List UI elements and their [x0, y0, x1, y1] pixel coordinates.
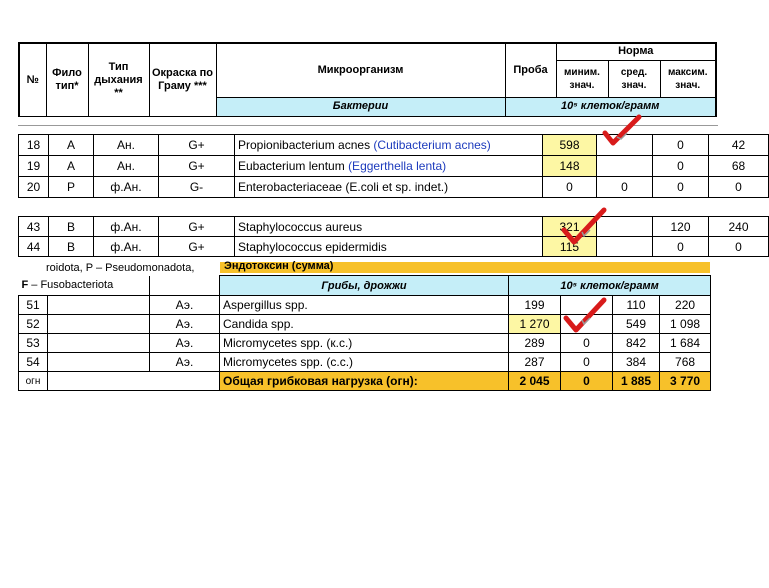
table-row — [19, 334, 711, 353]
cell-microorganism: Staphylococcus aureus — [235, 217, 543, 237]
col-header-min — [556, 60, 608, 97]
col-header-number: № — [19, 43, 46, 117]
cell-phylo: A — [49, 135, 94, 156]
cell-phylo — [48, 334, 150, 353]
cell-sample: 115 — [543, 237, 597, 257]
cell-min: 0 — [561, 353, 613, 372]
cell-resp: Аэ. — [150, 296, 220, 315]
cell-avg: 110 — [613, 296, 660, 315]
col-header-avg — [608, 60, 660, 97]
cell-max: 0 — [709, 237, 769, 257]
total-avg: 1 885 — [613, 372, 660, 391]
table-row — [19, 217, 769, 237]
blank-cell — [48, 372, 220, 391]
table-row — [19, 353, 711, 372]
cell-sample: 287 — [509, 353, 561, 372]
total-sample: 2 045 — [509, 372, 561, 391]
cell-no: 52 — [19, 315, 48, 334]
table-row — [19, 156, 769, 177]
units-bacteria: 10⁵ клеток/грамм — [505, 97, 716, 116]
col-header-microorganism: Микроорганизм — [216, 43, 505, 97]
total-min: 0 — [561, 372, 613, 391]
cell-resp: Ан. — [94, 156, 159, 177]
cell-no: 53 — [19, 334, 48, 353]
col-header-gram — [149, 43, 216, 117]
total-fungal-load-label: Общая грибковая нагрузка (огн): — [220, 372, 509, 391]
cell-sample: 1 270 — [509, 315, 561, 334]
cell-resp: Аэ. — [150, 334, 220, 353]
cell-microorganism: Candida spp. — [220, 315, 509, 334]
cell-max: 240 — [709, 217, 769, 237]
cell-max: 768 — [660, 353, 711, 372]
section-fungi: Грибы, дрожжи — [220, 276, 509, 296]
total-row — [19, 372, 711, 391]
cell-no: 44 — [19, 237, 49, 257]
cell-sample: 0 — [543, 177, 597, 198]
cell-sample: 289 — [509, 334, 561, 353]
cell-phylo: B — [49, 217, 94, 237]
section-bacteria: Бактерии — [216, 97, 505, 116]
bacteria-rows-strip-b — [18, 206, 749, 258]
cell-phylo — [48, 353, 150, 372]
table-header-strip — [18, 42, 716, 118]
cell-microorganism — [235, 156, 543, 177]
organism-name: Propionibacterium acnes — [238, 138, 371, 152]
col-header-phylotype — [46, 43, 88, 117]
table-row — [19, 237, 769, 257]
cell-avg: 0 — [653, 237, 709, 257]
cell-no: 43 — [19, 217, 49, 237]
cell-max: 220 — [660, 296, 711, 315]
table-row — [19, 177, 769, 198]
cell-phylo: P — [49, 177, 94, 198]
cell-max: 0 — [709, 177, 769, 198]
min-label: миним. знач. — [564, 66, 600, 91]
cell-min: 0 — [597, 177, 653, 198]
organism-alt-name: (Cutibacterium acnes) — [373, 138, 491, 152]
respiration-label: Тип дыхания ** — [94, 60, 143, 99]
endotoxin-row-partial — [220, 262, 710, 273]
cell-no: 54 — [19, 353, 48, 372]
cell-microorganism: Micromycetes spp. (к.с.) — [220, 334, 509, 353]
cell-max: 1 684 — [660, 334, 711, 353]
col-header-sample: Проба — [505, 43, 556, 97]
cell-resp: Аэ. — [150, 315, 220, 334]
cell-avg: 0 — [653, 135, 709, 156]
gram-label: Окраска по Граму *** — [151, 67, 214, 92]
col-header-respiration — [88, 43, 149, 117]
cell-gram: G+ — [159, 237, 235, 257]
max-label: максим. знач. — [667, 66, 708, 91]
cell-microorganism: Enterobacteriaceae (E.coli et sp. indet.) — [235, 177, 543, 198]
cell-avg: 120 — [653, 217, 709, 237]
cell-min — [597, 156, 653, 177]
footnote-partial: roidota, P – Pseudomonadota, — [46, 262, 195, 274]
total-max: 3 770 — [660, 372, 711, 391]
cell-resp: ф.Ан. — [94, 237, 159, 257]
cell-resp: Ан. — [94, 135, 159, 156]
col-header-max — [660, 60, 716, 97]
footnote-f: F – Fusobacteriota — [19, 276, 150, 296]
cell-no: огн — [19, 372, 48, 391]
cell-max: 1 098 — [660, 315, 711, 334]
col-header-norm: Норма — [556, 43, 716, 60]
cell-microorganism: Aspergillus spp. — [220, 296, 509, 315]
cell-no: 19 — [19, 156, 49, 177]
cell-gram: G+ — [159, 217, 235, 237]
cell-sample: 199 — [509, 296, 561, 315]
cell-no: 18 — [19, 135, 49, 156]
checkmark-icon — [597, 113, 645, 149]
cell-resp: Аэ. — [150, 353, 220, 372]
cell-avg: 549 — [613, 315, 660, 334]
cell-phylo: A — [49, 156, 94, 177]
cell-microorganism — [235, 135, 543, 156]
cell-gram: G+ — [159, 135, 235, 156]
cell-resp: ф.Ан. — [94, 177, 159, 198]
cell-microorganism: Staphylococcus epidermidis — [235, 237, 543, 257]
cell-resp: ф.Ан. — [94, 217, 159, 237]
cell-phylo: B — [49, 237, 94, 257]
cell-sample: 598 — [543, 135, 597, 156]
blank-cell — [150, 276, 220, 296]
cell-max: 42 — [709, 135, 769, 156]
cell-min: 0 — [561, 334, 613, 353]
cell-microorganism: Micromycetes spp. (с.с.) — [220, 353, 509, 372]
cell-phylo — [48, 315, 150, 334]
cell-avg: 0 — [653, 156, 709, 177]
cell-avg: 842 — [613, 334, 660, 353]
cell-gram: G- — [159, 177, 235, 198]
endotoxin-label: Эндотоксин (сумма) — [224, 260, 334, 272]
cell-sample: 321 — [543, 217, 597, 237]
checkmark-icon — [556, 204, 612, 246]
cell-avg: 384 — [613, 353, 660, 372]
cell-sample: 148 — [543, 156, 597, 177]
organism-name: Eubacterium lentum — [238, 159, 345, 173]
cell-no: 20 — [19, 177, 49, 198]
table-row — [19, 135, 769, 156]
organism-alt-name: (Eggerthella lenta) — [348, 159, 447, 173]
phylotype-label: Фило тип* — [52, 67, 82, 92]
cell-avg: 0 — [653, 177, 709, 198]
cell-gram: G+ — [159, 156, 235, 177]
avg-label: сред. знач. — [620, 66, 648, 91]
units-fungi: 10⁵ клеток/грамм — [509, 276, 711, 296]
checkmark-icon — [558, 294, 612, 334]
fungi-strip — [18, 262, 718, 392]
cell-phylo — [48, 296, 150, 315]
cell-no: 51 — [19, 296, 48, 315]
cell-max: 68 — [709, 156, 769, 177]
